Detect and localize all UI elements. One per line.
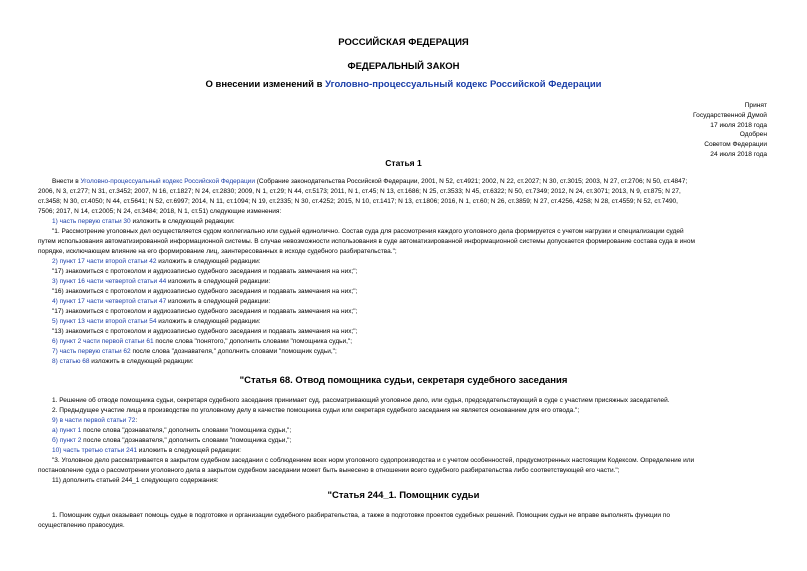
article-68-heading: "Статья 68. Отвод помощника судьи, секретаря судебного заседания: [239, 375, 568, 386]
item-link[interactable]: а) пункт 1: [52, 427, 82, 434]
quote-line: "17) знакомиться с протоколом и аудиозаписью судебного заседания и подавать замечания на них;";: [52, 308, 358, 315]
accepted-by: Государственной Думой: [693, 111, 767, 119]
paragraph-line: осуществлению правосудия.: [38, 522, 125, 529]
item-link[interactable]: 5) пункт 13 части второй статьи 54: [52, 318, 157, 325]
paragraph-line: 1. Помощник судьи оказывает помощь судье в подготовке и организации судебного разбирательства, а также в подготовке проектов судебных решений. Помощник судьи не вправе выполнять функции по: [52, 512, 670, 519]
item-text: изложить в следующей редакции:: [156, 318, 261, 325]
quote-line: постановление суда о рассмотрении уголовного дела в закрытом судебном заседании может быть вынесено в отношении всего судебного разбирательства либо соответствующей его части.";: [38, 467, 620, 474]
intro-line: 2006, N 3, ст.277; N 31, ст.3452; 2007, N 16, ст.1827; N 24, ст.2830; 2009, N 1, ст.29; N 44, ст.5173; 2011, N 1, ст.45; N 13, ст.1686; N 25, ст.3533; N 45, ст.6322; N 50, ст.7349; 2012, N 24, ст.3071; 2013, N 9, ст.875; N 27,: [38, 188, 681, 195]
paragraph: 1. Решение об отводе помощника судьи, секретаря судебного заседания принимает суд, рассматривающий уголовное дело, или судья, председательствующий в суде с участием присяжных заседателей.: [52, 397, 670, 404]
item-text: изложить в следующей редакции:: [136, 447, 241, 454]
item-link[interactable]: 3) пункт 16 части четвертой статьи 44: [52, 278, 167, 285]
item-text: изложить в следующей редакции:: [166, 278, 271, 285]
list-item: [38, 416, 770, 426]
item-link[interactable]: 6) пункт 2 части первой статьи 61: [52, 338, 154, 345]
quote-line: порядке, исключающем влияние на его формирование лиц, заинтересованных в исходе судебного разбирательства.";: [38, 248, 397, 255]
item-link[interactable]: б) пункт 2: [52, 437, 82, 444]
item-link[interactable]: 10) часть третью статьи 241: [52, 447, 137, 454]
list-item: [38, 426, 770, 436]
item-link[interactable]: 7) часть первую статьи 62: [52, 348, 131, 355]
item-text: изложить в следующей редакции:: [130, 218, 235, 225]
quote-line: "13) знакомиться с протоколом и аудиозаписью судебного заседания и подавать замечания на них;";: [52, 328, 358, 335]
code-link[interactable]: Уголовно-процессуальный кодекс Российской Федерации: [80, 178, 255, 185]
list-item: [38, 337, 770, 347]
intro-prefix: Внести в: [52, 178, 81, 185]
intro-line: ст.3458; N 30, ст.4050; N 44, ст.5641; N 52, ст.6997; 2014, N 11, ст.1094; N 19, ст.2335; N 30, ст.4252; 2015, N 10, ст.1417; N 13, ст.1806; 2016, N 1, ст.60; N 26, ст.3859; N 27, ст.4256, 4258; N 28, ст.4559; N 52, ст.7490,: [38, 198, 678, 205]
law-title: [0, 79, 807, 90]
item-link[interactable]: 9) в части первой статьи 72: [52, 417, 136, 424]
item-text: изложить в следующей редакции:: [166, 298, 271, 305]
item-link[interactable]: 2) пункт 17 части второй статьи 42: [52, 258, 157, 265]
item-text: изложить в следующей редакции:: [156, 258, 261, 265]
list-item: [38, 297, 770, 307]
list-item: [38, 257, 770, 267]
accepted-label: Принят: [744, 102, 767, 109]
intro-line: 7506; 2017, N 14, ст.2005; N 24, ст.3484; 2018, N 1, ст.51) следующие изменения:: [38, 208, 282, 215]
law-type-heading: ФЕДЕРАЛЬНЫЙ ЗАКОН: [347, 61, 460, 72]
approved-date: 24 июля 2018 года: [710, 150, 767, 158]
item-text: :: [135, 417, 138, 424]
item-text: после слова "понятого," дополнить словами "помощника судьи,";: [153, 338, 353, 345]
law-title-prefix: О внесении изменений в: [205, 79, 326, 90]
list-item: 11) дополнить статьей 244_1 следующего содержания:: [52, 477, 219, 484]
law-title-link[interactable]: Уголовно-процессуальный кодекс Российской Федерации: [325, 79, 602, 90]
item-text: после слова "дознавателя," дополнить словами "помощника судьи,";: [81, 427, 292, 434]
paragraph: 2. Предыдущее участие лица в производстве по уголовному делу в качестве помощника судьи или секретаря судебного заседания не является основанием для его отвода.";: [52, 407, 580, 414]
item-text: изложить в следующей редакции:: [89, 358, 194, 365]
approved-by: Советом Федерации: [704, 141, 767, 149]
list-item: [38, 317, 770, 327]
accepted-date: 17 июля 2018 года: [710, 121, 767, 129]
item-link[interactable]: 1) часть первую статьи 30: [52, 218, 131, 225]
intro-line: [38, 177, 770, 187]
list-item: [38, 357, 770, 367]
quote-line: "17) знакомиться с протоколом и аудиозаписью судебного заседания и подавать замечания на них;";: [52, 268, 358, 275]
article-244-1-heading: "Статья 244_1. Помощник судьи: [327, 490, 480, 501]
item-text: после слова "дознавателя," дополнить словами "помощник судьи,";: [130, 348, 337, 355]
list-item: [38, 436, 770, 446]
list-item: [38, 277, 770, 287]
approved-label: Одобрен: [739, 131, 767, 139]
article-1-heading: Статья 1: [385, 158, 422, 168]
article-68-body: [38, 396, 770, 486]
intro-rest: (Собрание законодательства Российской Федерации, 2001, N 52, ст.4921; 2002, N 22, ст.2027; N 30, ст.3015; 2003, N 27, ст.2706; N 50, ст.4847;: [254, 178, 688, 185]
quote-line: "1. Рассмотрение уголовных дел осуществляется судом коллегиально или судьей единолично. Состав суда для рассмотрения каждого уголовного дела формируется с учетом нагрузки и специализации судей: [52, 228, 684, 235]
item-link[interactable]: 4) пункт 17 части четвертой статьи 47: [52, 298, 167, 305]
item-text: после слова "дознавателя," дополнить словами "помощника судьи,";: [81, 437, 292, 444]
quote-line: "3. Уголовное дело рассматривается в закрытом судебном заседании с соблюдением всех норм уголовного судопроизводства и с учетом особенностей, предусмотренных настоящим Кодексом. Определение или: [52, 457, 695, 464]
article-244-1-body: [38, 511, 770, 531]
quote-line: "16) знакомиться с протоколом и аудиозаписью судебного заседания и подавать замечания на них;";: [52, 288, 358, 295]
country-heading: РОССИЙСКАЯ ФЕДЕРАЦИЯ: [338, 37, 469, 48]
acceptance-block: [693, 101, 767, 160]
list-item: [38, 217, 770, 227]
article-1-body: [38, 177, 770, 367]
item-link[interactable]: 8) статью 68: [52, 358, 90, 365]
list-item: [38, 347, 770, 357]
quote-line: путем использования автоматизированной информационной системы. В случае невозможности использования в суде автоматизированной информационной системы допускается формирование состава суда в ином: [38, 238, 695, 245]
list-item: [38, 446, 770, 456]
